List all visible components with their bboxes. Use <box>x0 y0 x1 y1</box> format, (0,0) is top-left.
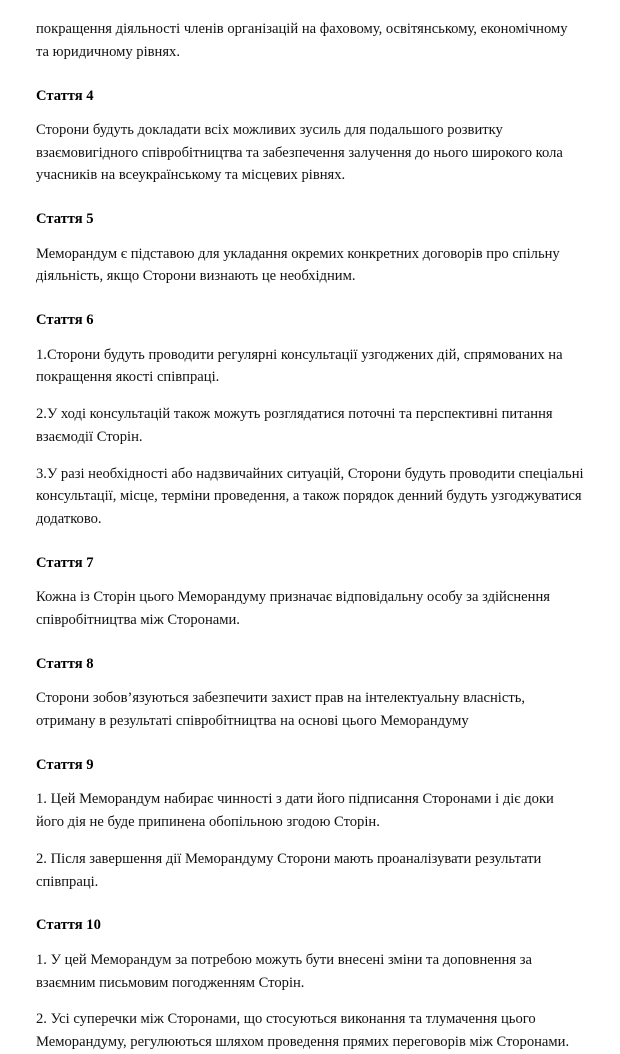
article-6-item-2: 2.У ході консультацій також можуть розглядатися поточні та перспективні питання взаємодії Сторін. <box>36 406 553 445</box>
article-9-heading: Стаття 9 <box>36 756 94 773</box>
intro-continuation-paragraph: покращення діяльності членів організацій на фаховому, освітянському, економічному та юридичному рівнях. <box>36 21 568 60</box>
article-8-heading: Стаття 8 <box>36 655 94 672</box>
article-6-item-3: 3.У разі необхідності або надзвичайних ситуацій, Сторони будуть проводити спеціальні консультації, місце, терміни проведення, а також порядок денний будуть узгоджуватися додатково. <box>36 465 584 528</box>
article-7-heading: Стаття 7 <box>36 554 94 571</box>
article-6-item-1: 1.Сторони будуть проводити регулярні консультації узгоджених дій, спрямованих на покращення якості співпраці. <box>36 346 563 386</box>
article-10-item-2: 2. Усі суперечки між Сторонами, що стосуються виконання та тлумачення цього Меморандуму, регулюються шляхом проведення прямих переговорів між Сторонами. <box>36 1011 570 1051</box>
article-7-paragraph: Кожна із Сторін цього Меморандуму призначає відповідальну особу за здійснення співробітництва між Сторонами. <box>36 589 550 629</box>
document-body <box>36 18 584 1054</box>
article-4-paragraph: Сторони будуть докладати всіх можливих зусиль для подальшого розвитку взаємовигідного співробітництва та забезпечення залучення до нього широкого кола учасників на всеукраїнському та місцевих рівнях. <box>36 121 563 184</box>
article-9-item-2: 2. Після завершення дії Меморандуму Сторони мають проаналізувати результати співпраці. <box>36 850 542 890</box>
article-4-heading: Стаття 4 <box>36 87 94 104</box>
article-10-heading: Стаття 10 <box>36 917 101 934</box>
article-10-item-1: 1. У цей Меморандум за потребою можуть бути внесені зміни та доповнення за взаємним письмовим погодженням Сторін. <box>36 951 532 991</box>
article-5-heading: Стаття 5 <box>36 211 94 228</box>
article-6-heading: Стаття 6 <box>36 312 94 329</box>
article-9-item-1: 1. Цей Меморандум набирає чинності з дати його підписання Сторонами і діє доки його дія не буде припинена обопільною згодою Сторін. <box>36 791 554 831</box>
article-5-paragraph: Меморандум є підставою для укладання окремих конкретних договорів про спільну діяльність, якщо Сторони визнають це необхідним. <box>36 245 560 285</box>
article-8-paragraph: Сторони зобов’язуються забезпечити захист прав на інтелектуальну власність, отриману в результаті співробітництва на основі цього Меморандуму <box>36 690 526 730</box>
